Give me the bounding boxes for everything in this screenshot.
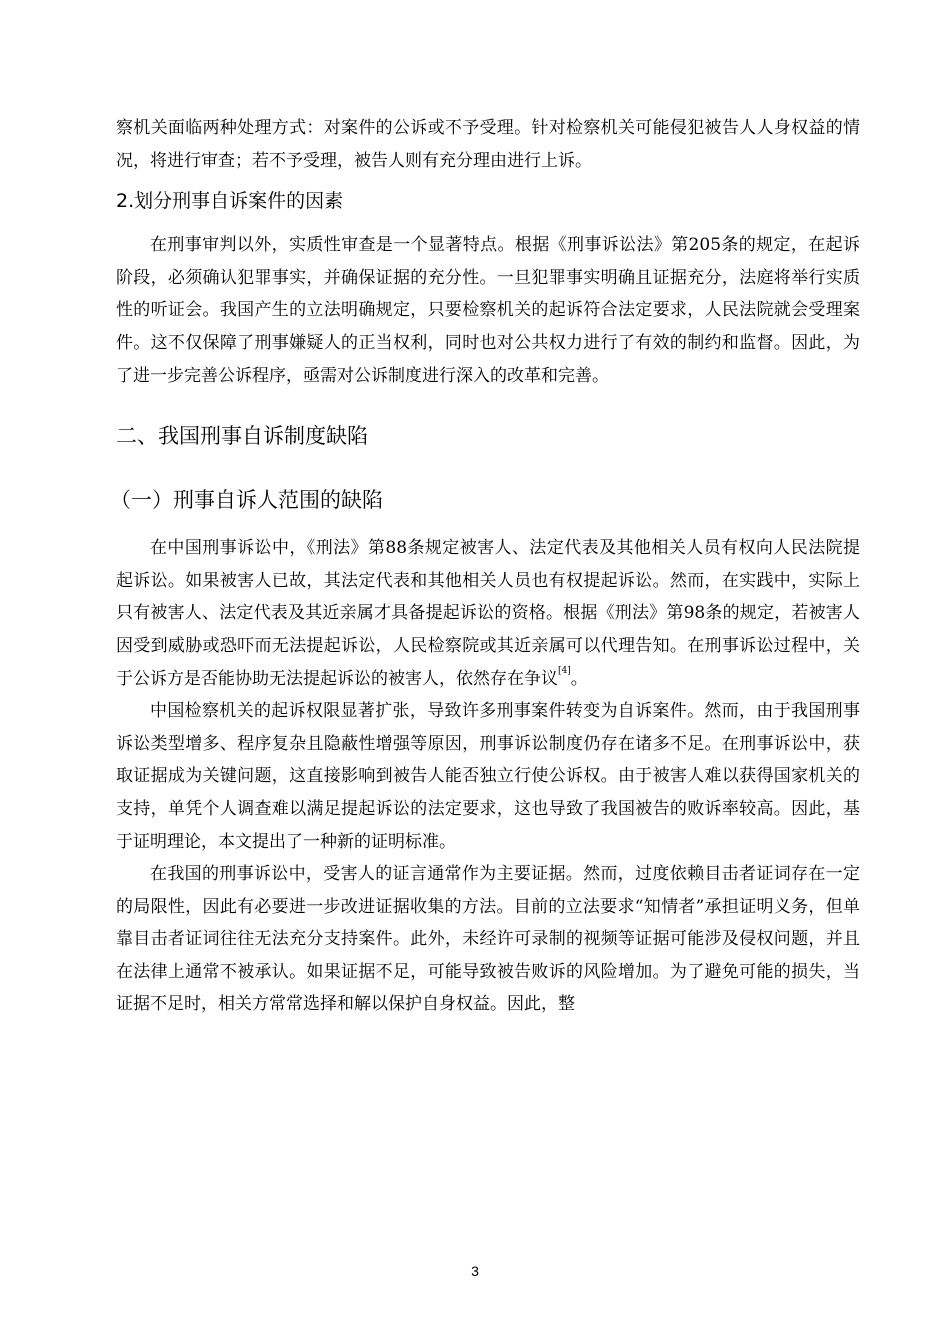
- heading-section-two: 二、我国刑事自诉制度缺陷: [116, 424, 368, 449]
- heading-subsection-one: （一）刑事自诉人范围的缺陷: [110, 488, 383, 513]
- paragraph-scope-text: 在中国刑事诉讼中，《刑法》第88条规定被害人、法定代表及其他相关人员有权向人民法院提起诉讼。如果被害人已故，其法定代表和其他相关人员也有权提起诉讼。然而，在实践中，实际上只有被害人、法定代表及其近亲属才具备提起诉讼的资格。根据《刑法》第98条的规定，若被害人因受到威胁或恐吓而无法提起诉讼，人民检察院或其近亲属可以代理告知。在刑事诉讼过程中，关于公诉方是否能协助无法提起诉讼的被害人，依然存在争议: [116, 538, 860, 689]
- page-number: 3: [471, 1263, 479, 1279]
- heading-factors: 2.划分刑事自诉案件的因素: [116, 190, 344, 213]
- citation-ref: [4]: [558, 665, 571, 676]
- paragraph-factors: 在刑事审判以外，实质性审查是一个显著特点。根据《刑事诉讼法》第205条的规定，在起诉阶段，必须确认犯罪事实，并确保证据的充分性。一旦犯罪事实明确且证据充分，法庭将举行实质性的听证会。我国产生的立法明确规定，只要检察机关的起诉符合法定要求，人民法院就会受理案件。这不仅保障了刑事嫌疑人的正当权利，同时也对公共权力进行了有效的制约和监督。因此，为了进一步完善公诉程序，亟需对公诉制度进行深入的改革和完善。: [116, 235, 860, 386]
- document-body: [110, 112, 860, 1021]
- paragraph-intro: 察机关面临两种处理方式：对案件的公诉或不予受理。针对检察机关可能侵犯被告人人身权益的情况，将进行审查；若不予受理，被告人则有充分理由进行上诉。: [116, 118, 860, 171]
- paragraph-evidence: 在我国的刑事诉讼中，受害人的证言通常作为主要证据。然而，过度依赖目击者证词存在一定的局限性，因此有必要进一步改进证据收集的方法。目前的立法要求“知情者”承担证明义务，但单靠目击者证词往往无法充分支持案件。此外，未经许可录制的视频等证据可能涉及侵权问题，并且在法律上通常不被承认。如果证据不足，可能导致被告败诉的风险增加。为了避免可能的损失，当证据不足时，相关方常常选择和解以保护自身权益。因此，整: [116, 864, 860, 1015]
- paragraph-scope: [116, 532, 860, 695]
- paragraph-prosecution: 中国检察机关的起诉权限显著扩张，导致许多刑事案件转变为自诉案件。然而，由于我国刑事诉讼类型增多、程序复杂且隐蔽性增强等原因，刑事诉讼制度仍存在诸多不足。在刑事诉讼中，获取证据成为关键问题，这直接影响到被告人能否独立行使公诉权。由于被害人难以获得国家机关的支持，单凭个人调查难以满足提起诉讼的法定要求，这也导致了我国被告的败诉率较高。因此，基于证明理论，本文提出了一种新的证明标准。: [116, 701, 860, 852]
- paragraph-scope-end: 。: [570, 668, 588, 689]
